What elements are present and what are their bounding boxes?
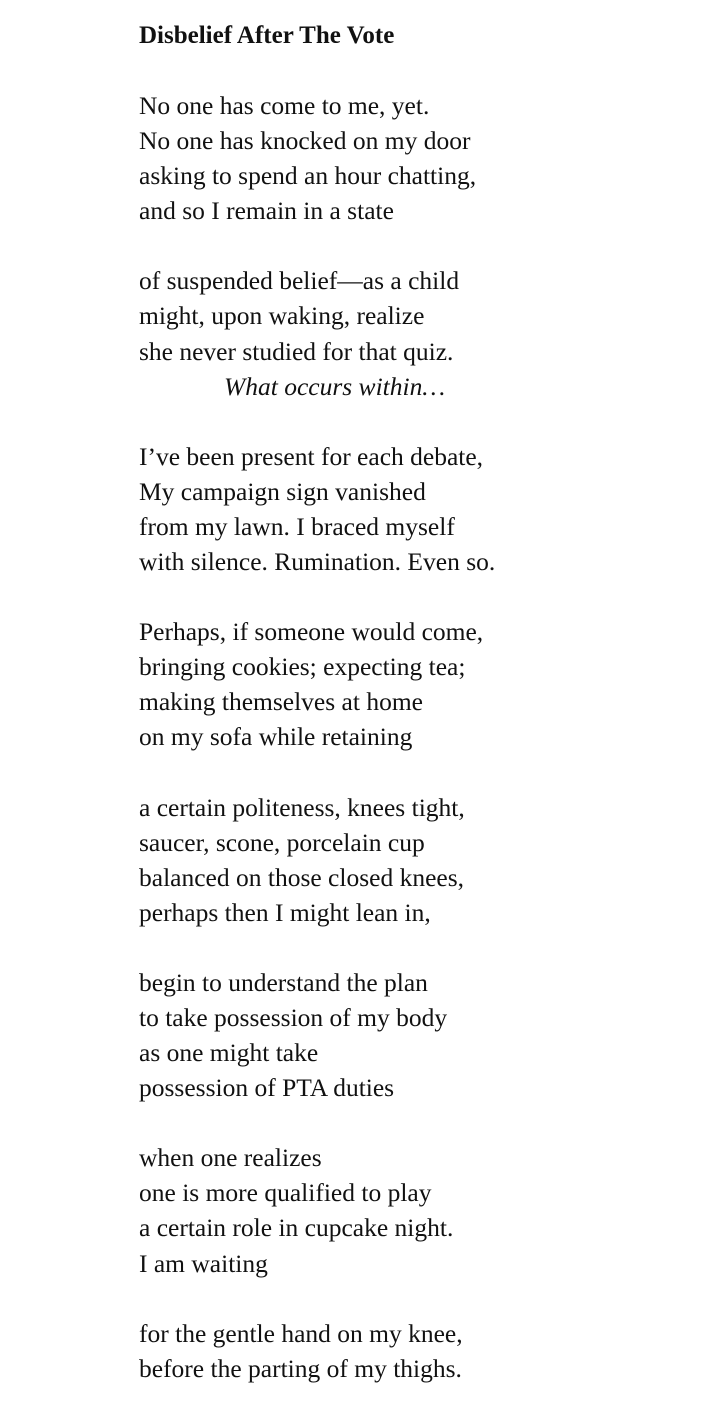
poem-line: asking to spend an hour chatting,: [139, 161, 477, 191]
poem-line: No one has come to me, yet.: [139, 91, 430, 120]
stanza-6: [139, 965, 699, 1105]
poem-line: one is more qualified to play: [139, 1178, 432, 1208]
poem-line: making themselves at home: [139, 687, 423, 717]
stanza-2: [139, 263, 699, 403]
poem-line: bringing cookies; expecting tea;: [139, 652, 466, 682]
poem-line: My campaign sign vanished: [139, 476, 426, 506]
poem-line: I am waiting: [139, 1248, 268, 1278]
poem-line: a certain politeness, knees tight,: [139, 792, 465, 822]
poem-line: from my lawn. I braced myself: [139, 511, 455, 541]
poem-line: No one has knocked on my door: [139, 126, 471, 156]
poem-line-italic: What occurs within…: [224, 371, 445, 401]
poem-line: I’ve been present for each debate,: [139, 441, 484, 471]
poem-line: perhaps then I might lean in,: [139, 897, 431, 927]
poem-title: Disbelief After The Vote: [139, 22, 395, 49]
stanza-5: [139, 790, 699, 930]
poem-line: with silence. Rumination. Even so.: [139, 547, 496, 577]
poem-line: for the gentle hand on my knee,: [139, 1318, 463, 1348]
poem-line: before the parting of my thighs.: [139, 1353, 462, 1383]
poem-line: of suspended belief—as a child: [139, 266, 460, 296]
stanza-1: [139, 88, 699, 228]
stanza-7: [139, 1140, 699, 1280]
poem-line: she never studied for that quiz.: [139, 336, 454, 366]
poem-line: on my sofa while retaining: [139, 722, 413, 752]
poem-line: as one might take: [139, 1038, 319, 1068]
poem-line: and so I remain in a state: [139, 196, 394, 226]
poem-line: might, upon waking, realize: [139, 301, 425, 331]
stanza-4: [139, 614, 699, 754]
poem-line: possession of PTA duties: [139, 1073, 395, 1103]
poem-line: saucer, scone, porcelain cup: [139, 827, 425, 857]
poem-line: balanced on those closed knees,: [139, 862, 465, 892]
poem-line: Perhaps, if someone would come,: [139, 617, 484, 647]
stanza-8: [139, 1316, 699, 1386]
poem-line: when one realizes: [139, 1143, 322, 1173]
poem: [139, 18, 699, 1386]
poem-line: begin to understand the plan: [139, 967, 428, 997]
poem-line: to take possession of my body: [139, 1002, 448, 1032]
poem-line: a certain role in cupcake night.: [139, 1213, 454, 1243]
stanza-3: [139, 439, 699, 579]
